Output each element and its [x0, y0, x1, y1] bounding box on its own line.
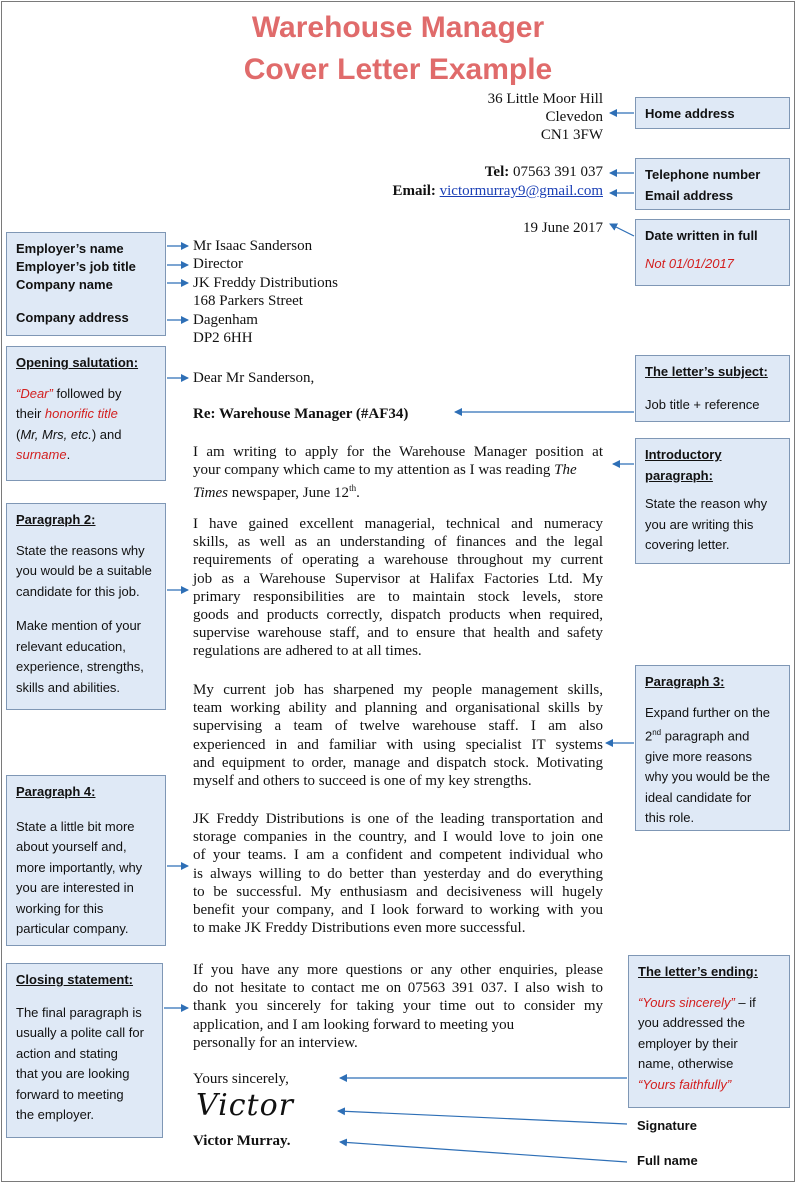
p2-line: job as a Warehouse Supervisor at Halifax Factories Ltd. My: [193, 570, 603, 587]
annotation-telephone-text: Telephone number: [645, 167, 761, 182]
annotation-closing-line: usually a polite call for: [16, 1025, 144, 1040]
p3-line: myself and others to succeed is one of my key strengths.: [193, 773, 532, 790]
annotation-p2-line: State the reasons why: [16, 542, 145, 558]
p4-line: to make JK Freddy Distributions even more successful.: [193, 920, 526, 937]
annotation-opening-t3: (: [16, 426, 21, 442]
p3-line: experienced in and familiar with using specialist IT systems: [193, 736, 603, 753]
tel-label: Tel:: [484, 164, 510, 180]
annotation-employer-name: Employer’s name: [16, 241, 124, 256]
annotation-subject-text: Job title + reference: [645, 396, 760, 412]
email-link[interactable]: victormurray9@gmail.com: [439, 183, 603, 199]
p2-line: skills, as well as an understanding of finances and the legal: [193, 534, 603, 551]
annotation-employer-title: Employer’s job title: [16, 259, 136, 274]
annotation-intro-line: State the reason why: [645, 496, 768, 511]
p2-line: I have gained excellent managerial, technical and numeracy: [193, 516, 603, 532]
annotation-p4-line: about yourself and,: [16, 839, 127, 854]
p3-line: team working ability and planning and organisational skills by: [193, 700, 603, 717]
annotation-p2-line: candidate for this job.: [16, 583, 140, 599]
annotation-opening-honorific: honorific title: [44, 406, 118, 421]
annotation-opening-t4: ) and: [91, 426, 122, 442]
annotation-ending-line: name, otherwise: [638, 1056, 734, 1071]
annotation-intro-line: you are writing this: [645, 516, 754, 532]
annotation-p2-line: relevant education,: [16, 638, 126, 654]
recipient-town: Dagenham: [193, 312, 258, 328]
p5-line: personally for an interview.: [193, 1034, 358, 1051]
annotation-closing-line: that you are looking: [16, 1066, 130, 1081]
sender-address-line2: Clevedon: [545, 109, 603, 125]
annotation-intro-title: Introductory: [645, 447, 722, 462]
annotation-ending-line: employer by their: [638, 1035, 738, 1051]
p2-line: regulations are adhered to at all times.: [193, 643, 422, 660]
signature-text: Victor: [196, 1088, 294, 1123]
p3-line: and equipment to order, manage and dispatch stock. Motivating: [193, 754, 603, 771]
annotation-ending-q2: “Yours faithfully”: [638, 1076, 732, 1092]
annotation-opening-t2: their: [16, 406, 45, 421]
annotation-p3-line: give more reasons: [645, 748, 752, 764]
annotation-opening-surname: surname: [16, 447, 67, 462]
p5-line: do not hesitate to contact me on 07563 391 037. I also wish to: [193, 980, 603, 997]
annotation-intro-line: covering letter.: [645, 537, 730, 552]
annotation-intro-title2: paragraph:: [645, 467, 713, 483]
annotation-home-address-text: Home address: [645, 106, 735, 121]
annotation-p3-num: 2: [645, 728, 653, 744]
annotation-full-name: Full name: [637, 1153, 698, 1168]
sender-address-line3: CN1 3FW: [540, 127, 603, 143]
p2-line: supervise warehouse staff, and to ensure that health and safety: [193, 625, 603, 642]
annotation-subject-title: The letter’s subject:: [645, 364, 768, 379]
annotation-p3-text: paragraph and: [661, 728, 750, 744]
recipient-street: 168 Parkers Street: [193, 293, 303, 309]
annotation-ending-q1: “Yours sincerely”: [638, 994, 735, 1010]
email-label: Email:: [392, 183, 436, 199]
recipient-name: Mr Isaac Sanderson: [193, 238, 313, 254]
annotation-closing-line: forward to meeting: [16, 1086, 124, 1102]
annotation-p4-line: more importantly, why: [16, 859, 143, 875]
annotation-email-text: Email address: [645, 187, 734, 203]
p1-period: .: [356, 485, 360, 502]
annotation-signature: Signature: [637, 1118, 697, 1133]
p1-text-2: newspaper, June 12: [228, 485, 350, 502]
p5-line: thank you sincerely for taking your time out to consider my: [193, 998, 603, 1015]
annotation-company-address: Company address: [16, 310, 129, 325]
p1-paper-name: The: [554, 462, 577, 479]
recipient-job-title: Director: [193, 256, 243, 272]
annotation-opening-dear: “Dear”: [16, 385, 53, 401]
annotation-p3-sup: nd: [652, 728, 662, 737]
p4-line: is always willing to do better than yesterday and do everything: [193, 865, 603, 882]
sender-address-line1: 36 Little Moor Hill: [487, 91, 603, 107]
letter-date: 19 June 2017: [523, 220, 603, 236]
annotation-opening-t5: .: [66, 447, 71, 462]
annotation-p2-line: skills and abilities.: [16, 679, 121, 695]
annotation-company-name: Company name: [16, 277, 113, 292]
annotation-p4-line: particular company.: [16, 921, 129, 936]
p2-line: primary responsibilities are to maintain stock levels, store: [193, 588, 603, 605]
p1-text: your company which came to my attention as I was reading: [193, 462, 555, 479]
annotation-opening-title: Opening salutation:: [16, 355, 139, 370]
annotation-p3-title: Paragraph 3:: [645, 674, 725, 689]
annotation-p4-line: you are interested in: [16, 880, 134, 895]
p2-line: goods and products correctly, dispatch products when required,: [193, 607, 603, 624]
annotation-opening-examples: Mr, Mrs, etc.: [20, 426, 92, 442]
annotation-p2-line: you would be a suitable: [16, 563, 152, 578]
p5-line: application, and I am looking forward to meeting you: [193, 1016, 515, 1033]
recipient-postcode: DP2 6HH: [193, 330, 253, 346]
arrow-full-name: [340, 1142, 627, 1162]
annotation-closing-line: the employer.: [16, 1107, 95, 1122]
p1-ordinal: th: [349, 483, 357, 494]
annotation-p3-line: this role.: [645, 810, 695, 826]
tel-value: 07563 391 037: [513, 164, 603, 180]
p4-line: storage companies in the country, and I would love to join one: [193, 829, 603, 846]
page-title-line1: Warehouse Manager: [251, 11, 545, 44]
annotation-closing-line: The final paragraph is: [16, 1004, 142, 1020]
annotation-opening-t1: followed by: [52, 385, 122, 401]
annotation-p4-line: State a little bit more: [16, 818, 135, 834]
subject-line: Re: Warehouse Manager (#AF34): [193, 406, 409, 422]
full-name: Victor Murray.: [193, 1133, 291, 1149]
p4-line: to be successful. My enthusiasm and decisiveness will hugely: [193, 883, 603, 900]
annotation-p3-line: why you would be the: [645, 769, 771, 785]
annotation-p2-line: Make mention of your: [16, 618, 142, 633]
p3-line: My current job has sharpened my people management skills,: [193, 682, 603, 698]
annotation-ending-title: The letter’s ending:: [638, 964, 758, 979]
annotation-p3-line: Expand further on the: [645, 704, 771, 720]
arrow-signature: [338, 1111, 627, 1124]
annotation-date-note: Not 01/01/2017: [645, 255, 734, 271]
salutation: Dear Mr Sanderson,: [193, 370, 315, 386]
annotation-ending-line: you addressed the: [638, 1015, 745, 1030]
annotation-p4-title: Paragraph 4:: [16, 784, 96, 799]
p3-line: supervising a team of twelve warehouse staff. I am also: [193, 718, 603, 735]
p4-line: benefit your company, and I look forward to working with you: [193, 902, 603, 919]
p1-line: I am writing to apply for the Warehouse Manager position at: [193, 444, 603, 460]
p5-line: If you have any more questions or any other enquiries, please: [193, 962, 603, 978]
arrow-date: [610, 224, 634, 236]
annotation-p3-line: ideal candidate for: [645, 789, 752, 805]
page-title-line2: Cover Letter Example: [243, 53, 553, 86]
annotation-p2-line: experience, strengths,: [16, 659, 144, 674]
sign-off: Yours sincerely,: [193, 1071, 289, 1087]
annotation-ending-t1: – if: [734, 994, 756, 1010]
annotation-date-title: Date written in full: [645, 228, 758, 243]
annotation-p4-line: working for this: [16, 900, 104, 916]
p4-line: JK Freddy Distributions is one of the leading transportation and: [193, 811, 603, 827]
p2-line: requirements of operating a warehouse throughout my current: [193, 552, 603, 569]
recipient-company: JK Freddy Distributions: [193, 275, 339, 291]
annotation-p2-title: Paragraph 2:: [16, 512, 96, 527]
annotation-closing-title: Closing statement:: [16, 972, 134, 987]
annotation-closing-line: action and stating: [16, 1045, 118, 1061]
p4-line: of your teams. I am a confident and competent individual who: [193, 847, 603, 864]
p1-paper-name-2: Times: [193, 485, 229, 502]
